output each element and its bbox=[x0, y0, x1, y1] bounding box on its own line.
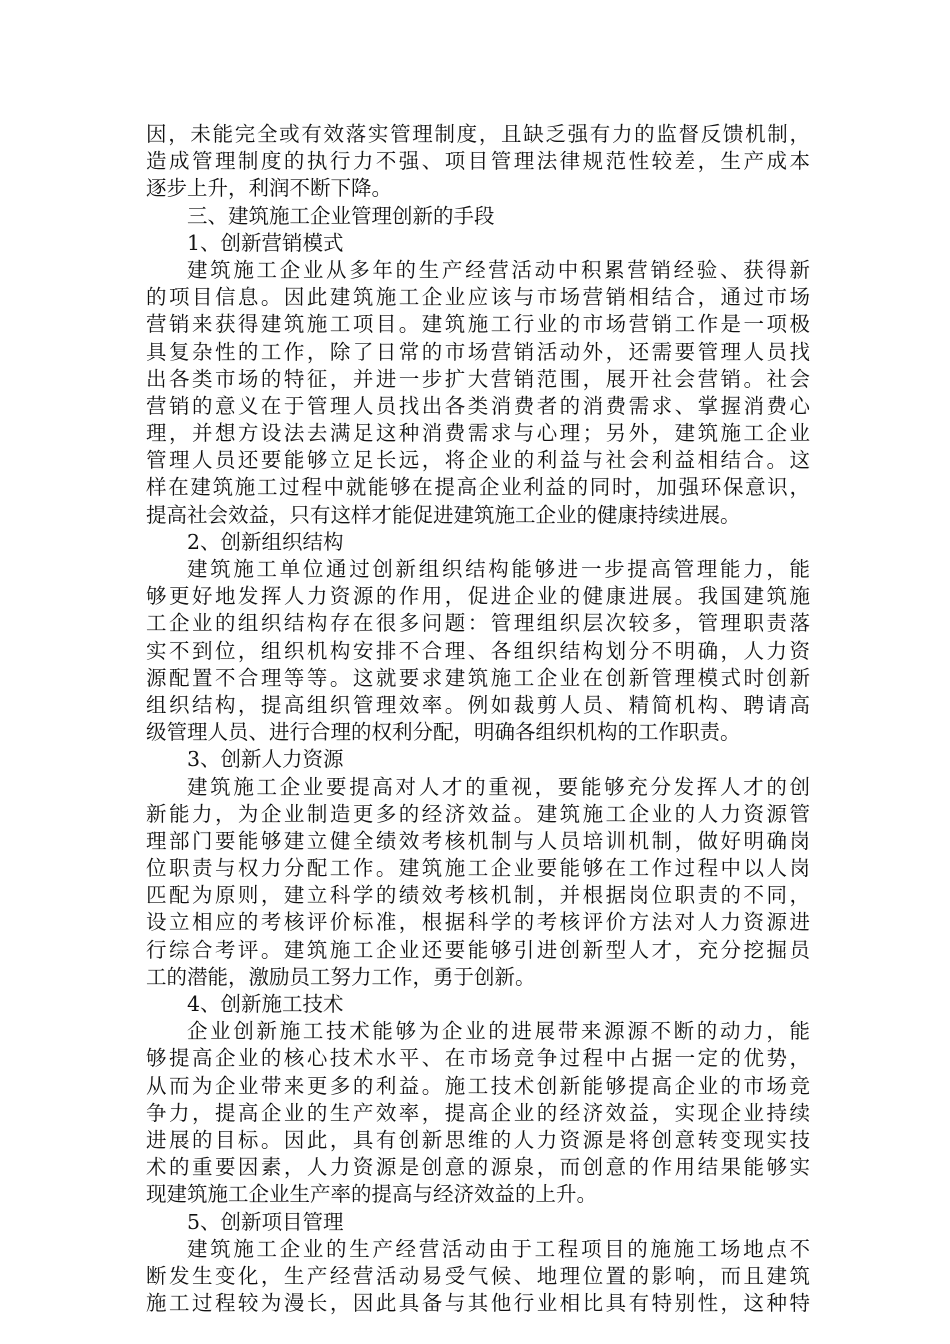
text-line: 行综合考评。建筑施工企业还要能够引进创新型人才，充分挖掘员 bbox=[146, 937, 810, 962]
text-line: 3、创新人力资源 bbox=[187, 747, 344, 772]
text-line: 位职责与权力分配工作。建筑施工企业要能够在工作过程中以人岗 bbox=[146, 856, 810, 881]
text-line: 2、创新组织结构 bbox=[187, 529, 344, 554]
text-line: 出各类市场的特征，并进一步扩大营销范围，展开社会营销。社会 bbox=[146, 366, 810, 391]
text-line: 匹配为原则，建立科学的绩效考核机制，并根据岗位职责的不同， bbox=[146, 883, 810, 908]
text-line: 进展的目标。因此，具有创新思维的人力资源是将创意转变现实技 bbox=[146, 1127, 810, 1152]
text-line: 从而为企业带来更多的利益。施工技术创新能够提高企业的市场竞 bbox=[146, 1073, 810, 1098]
text-line: 工企业的组织结构存在很多问题：管理组织层次较多，管理职责落 bbox=[146, 611, 810, 636]
text-line: 级管理人员、进行合理的权利分配，明确各组织机构的工作职责。 bbox=[146, 720, 741, 745]
text-line: 企业创新施工技术能够为企业的进展带来源源不断的动力，能 bbox=[187, 1019, 810, 1044]
document-body bbox=[146, 121, 810, 1317]
text-line: 够更好地发挥人力资源的作用，促进企业的健康进展。我国建筑施 bbox=[146, 584, 810, 609]
text-line: 5、创新项目管理 bbox=[187, 1209, 344, 1234]
text-line: 工的潜能，激励员工努力工作，勇于创新。 bbox=[146, 964, 536, 989]
text-line: 够提高企业的核心技术水平、在市场竞争过程中占据一定的优势， bbox=[146, 1046, 810, 1071]
text-line: 三、建筑施工企业管理创新的手段 bbox=[187, 203, 495, 228]
text-line: 施工过程较为漫长，因此具备与其他行业相比具有特别性，这种特 bbox=[146, 1291, 810, 1316]
text-line: 建筑施工企业要提高对人才的重视，要能够充分发挥人才的创 bbox=[187, 774, 810, 799]
text-line: 具复杂性的工作，除了日常的市场营销活动外，还需要管理人员找 bbox=[146, 339, 810, 364]
text-line: 提高社会效益，只有这样才能促进建筑施工企业的健康持续进展。 bbox=[146, 502, 741, 527]
text-line: 断发生变化，生产经营活动易受气候、地理位置的影响，而且建筑 bbox=[146, 1263, 810, 1288]
text-line: 新能力，为企业制造更多的经济效益。建筑施工企业的人力资源管 bbox=[146, 801, 810, 826]
text-line: 设立相应的考核评价标准，根据科学的考核评价方法对人力资源进 bbox=[146, 910, 810, 935]
text-line: 争力，提高企业的生产效率，提高企业的经济效益，实现企业持续 bbox=[146, 1100, 810, 1125]
text-line: 组织结构，提高组织管理效率。例如裁剪人员、精简机构、聘请高 bbox=[146, 692, 810, 717]
text-line: 营销来获得建筑施工项目。建筑施工行业的市场营销工作是一项极 bbox=[146, 312, 810, 337]
text-line: 现建筑施工企业生产率的提高与经济效益的上升。 bbox=[146, 1182, 597, 1207]
text-line: 的项目信息。因此建筑施工企业应该与市场营销相结合，通过市场 bbox=[146, 285, 810, 310]
text-line: 逐步上升，利润不断下降。 bbox=[146, 176, 392, 201]
text-line: 营销的意义在于管理人员找出各类消费者的消费需求、掌握消费心 bbox=[146, 393, 810, 418]
text-line: 建筑施工企业的生产经营活动由于工程项目的施施工场地点不 bbox=[187, 1236, 810, 1261]
text-line: 建筑施工单位通过创新组织结构能够进一步提高管理能力，能 bbox=[187, 557, 810, 581]
text-line: 因，未能完全或有效落实管理制度，且缺乏强有力的监督反馈机制， bbox=[146, 122, 810, 146]
text-line: 理部门要能够建立健全绩效考核机制与人员培训机制，做好明确岗 bbox=[146, 828, 810, 853]
text-line: 术的重要因素，人力资源是创意的源泉，而创意的作用结果能够实 bbox=[146, 1155, 810, 1180]
text-line: 建筑施工企业从多年的生产经营活动中积累营销经验、获得新 bbox=[187, 257, 810, 282]
text-line: 实不到位，组织机构安排不合理、各组织结构划分不明确，人力资 bbox=[146, 638, 810, 663]
text-line: 管理人员还要能够立足长远，将企业的利益与社会利益相结合。这 bbox=[146, 448, 810, 473]
text-line: 理，并想方设法去满足这种消费需求与心理；另外，建筑施工企业 bbox=[146, 421, 810, 446]
text-line: 1、创新营销模式 bbox=[187, 230, 344, 255]
text-line: 造成管理制度的执行力不强、项目管理法律规范性较差，生产成本 bbox=[146, 149, 810, 174]
text-line: 源配置不合理等等。这就要求建筑施工企业在创新管理模式时创新 bbox=[146, 665, 810, 690]
text-line: 4、创新施工技术 bbox=[187, 992, 344, 1016]
text-line: 样在建筑施工过程中就能够在提高企业利益的同时，加强环保意识， bbox=[146, 475, 810, 500]
